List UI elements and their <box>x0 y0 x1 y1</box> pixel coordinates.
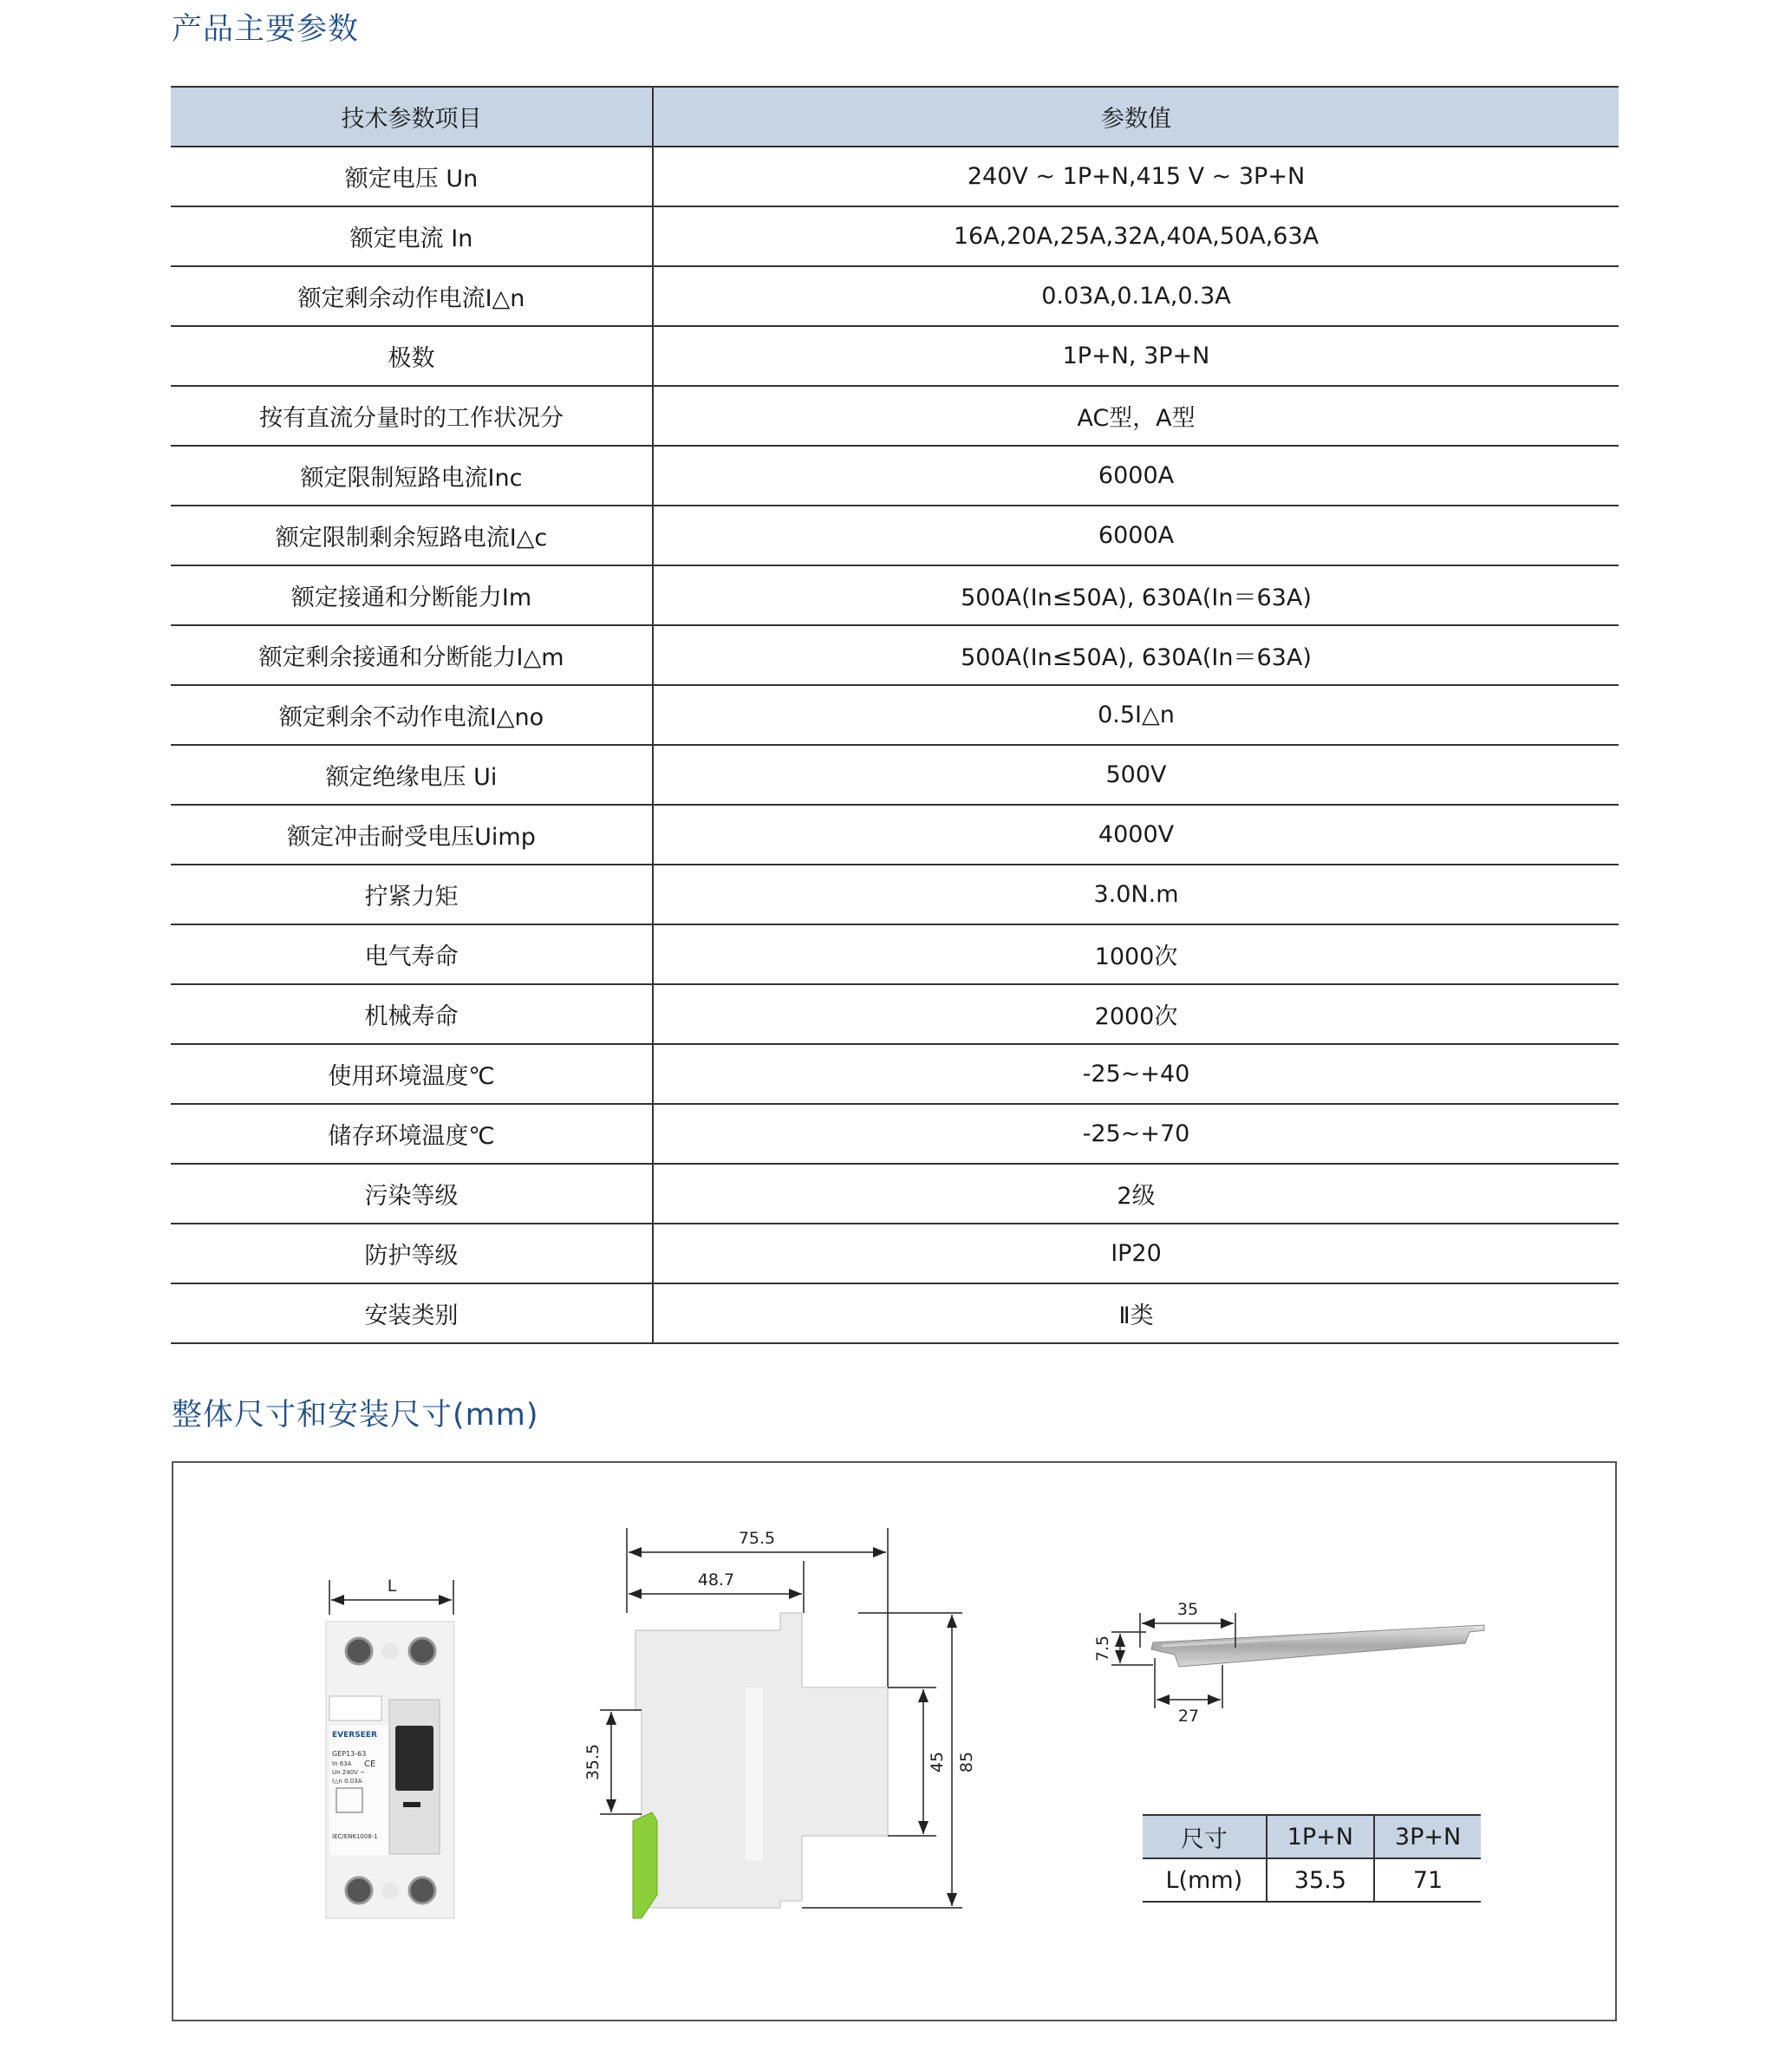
param-name-cell: 额定冲击耐受电压Uimp <box>171 805 653 865</box>
side-dim-front-height: 45 <box>928 1751 947 1773</box>
size-table-row <box>1143 1858 1481 1902</box>
header-cell-value: 参数值 <box>653 87 1619 147</box>
toggle-lever <box>395 1726 433 1791</box>
side-view-figure <box>583 1528 976 1918</box>
param-value-cell: IP20 <box>653 1224 1619 1283</box>
section-title-main-params: 产品主要参数 <box>172 12 360 47</box>
param-value-cell: 2级 <box>653 1164 1619 1224</box>
size-header-dim: 尺寸 <box>1143 1815 1267 1858</box>
model-text: GEP13-63 <box>332 1750 367 1758</box>
ce-mark: CE <box>364 1759 376 1769</box>
param-name-cell: 额定电流 In <box>171 206 653 266</box>
terminal-screw-icon <box>346 1877 372 1903</box>
param-name-cell: 额定限制剩余短路电流I△c <box>171 506 653 565</box>
size-cell-label: L(mm) <box>1143 1858 1267 1902</box>
param-name-cell: 污染等级 <box>171 1164 653 1224</box>
param-value-cell: 240V ~ 1P+N,415 V ~ 3P+N <box>653 147 1619 206</box>
rail-dim-height: 7.5 <box>1093 1635 1112 1662</box>
param-name-cell: 额定剩余接通和分断能力I△m <box>171 625 653 685</box>
size-table <box>1143 1814 1481 1903</box>
param-value-cell: 16A,20A,25A,32A,40A,50A,63A <box>653 206 1619 266</box>
din-rail-figure <box>1093 1600 1484 1726</box>
param-name-cell: 安装类别 <box>171 1283 653 1343</box>
param-value-cell: 500V <box>653 745 1619 805</box>
param-name-cell: 极数 <box>171 326 653 386</box>
param-value-cell: 0.03A,0.1A,0.3A <box>653 266 1619 326</box>
param-value-cell: 6000A <box>653 446 1619 506</box>
param-name-cell: 额定剩余不动作电流I△no <box>171 685 653 745</box>
rating-line-1: In 63A <box>332 1760 352 1767</box>
param-name-cell: 额定剩余动作电流I△n <box>171 266 653 326</box>
terminal-screw-icon <box>409 1877 435 1903</box>
param-value-cell: AC型，A型 <box>653 386 1619 446</box>
param-name-cell: 额定接通和分断能力Im <box>171 565 653 625</box>
param-value-cell: 1000次 <box>653 924 1619 984</box>
param-value-cell: 500A(In≤50A), 630A(In＝63A) <box>653 565 1619 625</box>
rating-line-3: I△n 0.03A <box>332 1778 362 1785</box>
rail-dim-width: 35 <box>1176 1600 1199 1619</box>
param-name-cell: 额定电压 Un <box>171 147 653 206</box>
brand-logo: EVERSEER <box>332 1731 377 1740</box>
section-title-dimensions: 整体尺寸和安装尺寸(mm) <box>172 1398 539 1433</box>
param-value-cell: 1P+N, 3P+N <box>653 326 1619 386</box>
terminal-screw-icon <box>409 1638 435 1664</box>
param-name-cell: 防护等级 <box>171 1224 653 1283</box>
param-value-cell: 2000次 <box>653 984 1619 1044</box>
rail-dim-inner-width: 27 <box>1177 1707 1200 1726</box>
param-value-cell: 3.0N.m <box>653 865 1619 924</box>
size-header-3pn: 3P+N <box>1374 1815 1481 1858</box>
side-dim-total-height: 85 <box>957 1751 976 1773</box>
param-value-cell: 6000A <box>653 506 1619 565</box>
side-dim-depth: 48.7 <box>697 1570 735 1590</box>
param-value-cell: 500A(In≤50A), 630A(In＝63A) <box>653 625 1619 685</box>
param-value-cell: 0.5I△n <box>653 685 1619 745</box>
size-cell-3pn: 71 <box>1374 1858 1481 1902</box>
param-name-cell: 按有直流分量时的工作状况分 <box>171 386 653 446</box>
param-value-cell: -25~+40 <box>653 1044 1619 1104</box>
param-name-cell: 额定限制短路电流Inc <box>171 446 653 506</box>
side-dim-width: 75.5 <box>738 1529 776 1548</box>
param-name-cell: 拧紧力矩 <box>171 865 653 924</box>
size-header-1pn: 1P+N <box>1267 1815 1374 1858</box>
header-cell-item: 技术参数项目 <box>171 87 653 147</box>
size-table-header <box>1143 1815 1481 1858</box>
front-view-figure <box>326 1577 454 1918</box>
param-value-cell: Ⅱ类 <box>653 1283 1619 1343</box>
param-name-cell: 储存环境温度℃ <box>171 1104 653 1164</box>
rating-line-2: Un 240V ~ <box>332 1769 366 1776</box>
front-dim-L: L <box>387 1577 397 1596</box>
param-value-cell: 4000V <box>653 805 1619 865</box>
param-name-cell: 电气寿命 <box>171 924 653 984</box>
param-name-cell: 额定绝缘电压 Ui <box>171 745 653 805</box>
terminal-screw-icon <box>346 1638 372 1664</box>
standard-text: IEC/EN61008-1 <box>332 1833 378 1840</box>
param-value-cell: -25~+70 <box>653 1104 1619 1164</box>
param-name-cell: 使用环境温度℃ <box>171 1044 653 1104</box>
size-cell-1pn: 35.5 <box>1267 1858 1374 1902</box>
side-dim-rail-offset: 35.5 <box>583 1743 603 1781</box>
param-name-cell: 机械寿命 <box>171 984 653 1044</box>
